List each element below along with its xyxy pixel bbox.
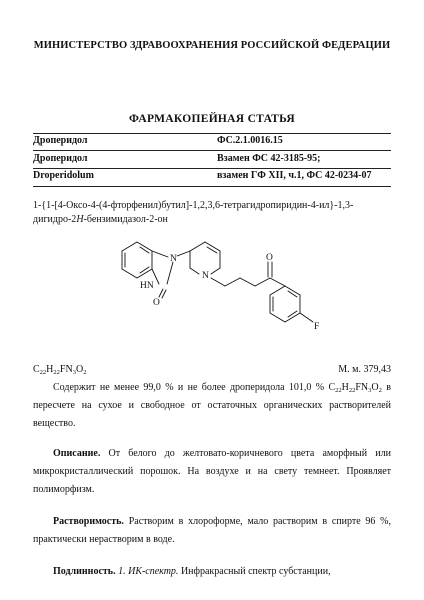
ministry-title: МИНИСТЕРСТВО ЗДРАВООХРАНЕНИЯ РОССИЙСКОЙ ФЕДЕРАЦИИ bbox=[33, 40, 391, 51]
o-ketone-label: O bbox=[266, 253, 273, 263]
solubility-paragraph: Растворимость. Растворим в хлороформе, мало растворим в спирте 96 %, практически нерастворим в воде. bbox=[33, 516, 391, 545]
o-carbonyl-label: O bbox=[153, 298, 160, 308]
description-paragraph: Описание. От белого до желтовато-коричневого цвета аморфный или микрокристаллический порошок. На воздухе и на свету темнеет. Проявляет полиморфизм. bbox=[33, 448, 391, 495]
solubility-label: Растворимость. bbox=[53, 516, 124, 527]
description-label: Описание. bbox=[53, 448, 101, 459]
molecular-formula: $C_{22}H_{22}FN_3O_2$ bbox=[33, 364, 87, 376]
ir-spectrum-label: 1. ИК-спектр. bbox=[118, 566, 179, 577]
molar-mass: М. м. 379,43 bbox=[338, 364, 391, 375]
fs-number: ФС.2.1.0016.15 bbox=[217, 135, 283, 146]
article-title: ФАРМАКОПЕЙНАЯ СТАТЬЯ bbox=[128, 113, 296, 125]
name-russian-2: Дроперидол bbox=[33, 153, 88, 164]
italic-h: H bbox=[76, 213, 84, 225]
n-imidazole-label: N bbox=[170, 254, 177, 264]
header-rule-top bbox=[33, 133, 391, 134]
header-rule-2 bbox=[33, 168, 391, 169]
f-label: F bbox=[314, 322, 320, 332]
replaces-gf: взамен ГФ XII, ч.1, ФС 42-0234-07 bbox=[217, 170, 372, 181]
structural-formula bbox=[115, 234, 330, 354]
replaces-fs: Взамен ФС 42-3185-95; bbox=[217, 153, 321, 164]
inline-formula: $C_{22}H_{22}FN_3O_2$ bbox=[328, 382, 382, 394]
content-paragraph: Содержит не менее 99,0 % и не более дроперидола 101,0 % $C_{22}H_{22}FN_3O_2$ в пересчете на сухое и свободное от остаточных органических растворителей вещество. bbox=[33, 382, 391, 429]
chemical-name: 1-{1-[4-Оксо-4-(4-фторфенил)бутил]-1,2,3,6-тетрагидропиридин-4-ил}-1,3-дигидро-2H-бензимидазол-2-он bbox=[33, 200, 354, 225]
n-pyridine-label: N bbox=[202, 271, 209, 281]
name-russian: Дроперидол bbox=[33, 135, 88, 146]
identity-paragraph: Подлинность. 1. ИК-спектр. Инфракрасный спектр субстанции, bbox=[53, 566, 331, 577]
name-latin: Droperidolum bbox=[33, 170, 94, 181]
header-rule-1 bbox=[33, 150, 391, 151]
header-rule-bottom bbox=[33, 186, 391, 187]
identity-label: Подлинность. bbox=[53, 566, 116, 577]
hn-label: HN bbox=[140, 281, 154, 291]
